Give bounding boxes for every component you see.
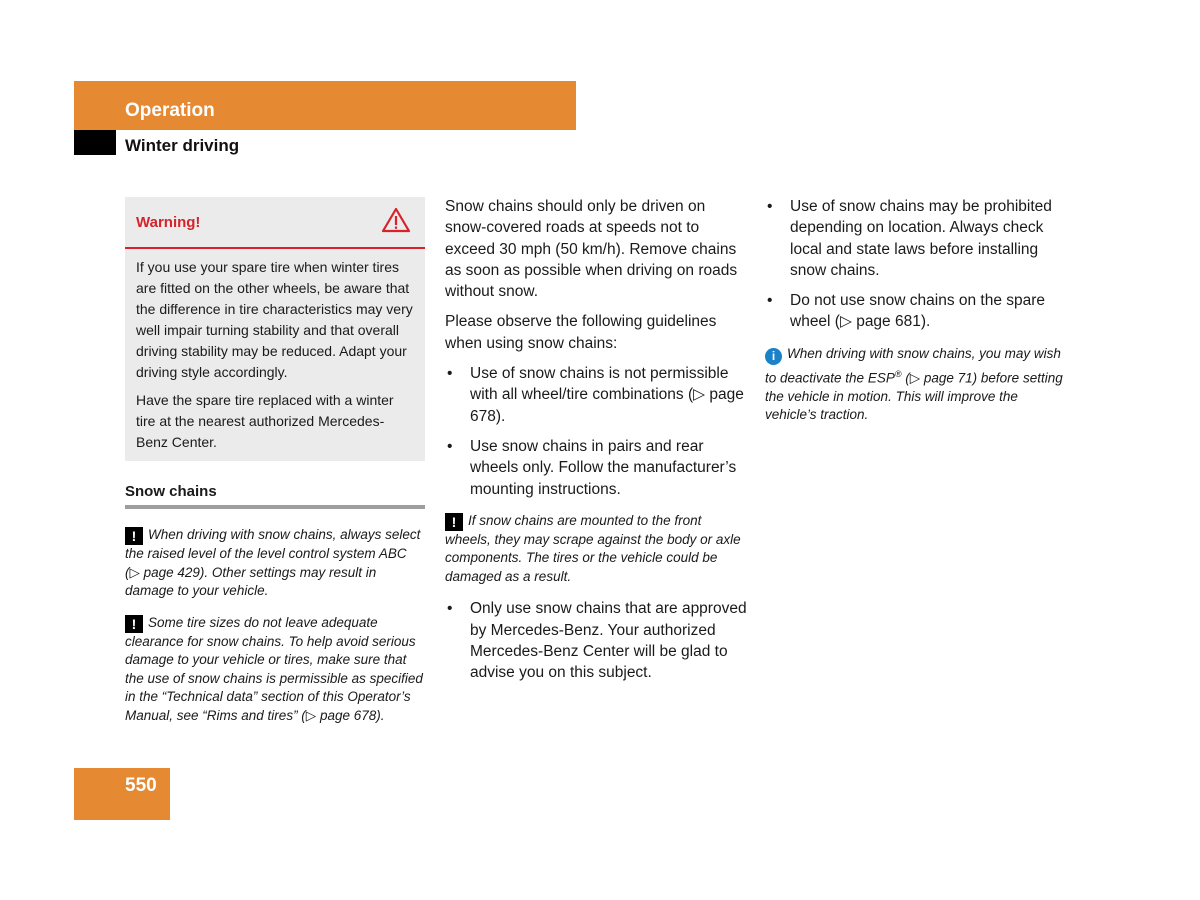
subsection-title: Winter driving (125, 136, 240, 155)
warning-paragraph: If you use your spare tire when winter tires are fitted on the other wheels, be aware that the difference in tire characteristics may very well impair turning stability and that overall driving stability may be reduced. Adapt your driving style accordingly. (136, 259, 413, 380)
middle-column (445, 196, 750, 693)
list-item: • Do not use snow chains on the spare wheel (▷ page 681). (765, 290, 1070, 333)
snow-chains-heading: Snow chains (125, 483, 425, 509)
warning-header (125, 197, 425, 249)
section-title: Operation (125, 100, 215, 121)
list-item: • Use snow chains in pairs and rear wheels only. Follow the manufacturer’s mounting instructions. (445, 436, 750, 500)
guideline-list (765, 196, 1070, 333)
warning-triangle-icon (381, 207, 411, 238)
header-marker-block (74, 130, 116, 155)
info-note: i When driving with snow chains, you may wish to deactivate the ESP® (▷ page 71) before setting the vehicle in motion. This will improve the vehicle’s traction. (765, 345, 1063, 423)
guideline-list (445, 363, 750, 500)
warning-title: Warning! (136, 213, 201, 231)
warning-paragraph: Have the spare tire replaced with a winter tire at the nearest authorized Mercedes-Benz Center. (136, 392, 394, 450)
body-paragraph: Snow chains should only be driven on snow-covered roads at speeds not to exceed 30 mph (50 km/h). Remove chains as soon as possible when driving on roads without snow. (445, 198, 738, 301)
exclamation-icon: ! (125, 527, 143, 545)
guideline-list (445, 598, 750, 683)
exclamation-icon: ! (445, 513, 463, 531)
page-number: 550 (125, 775, 157, 796)
list-item: • Use of snow chains is not permissible with all wheel/tire combinations (▷ page 678). (445, 363, 750, 427)
left-column (125, 197, 425, 725)
caution-note: ! When driving with snow chains, always select the raised level of the level control system ABC (▷ page 429). Other settings may result in damage to your vehicle. (125, 527, 421, 598)
list-item: • Use of snow chains may be prohibited depending on location. Always check local and state laws before installing snow chains. (765, 196, 1070, 281)
info-icon: i (765, 348, 782, 365)
warning-body (125, 249, 425, 461)
caution-note: ! If snow chains are mounted to the front wheels, they may scrape against the body or axle components. The tires or the vehicle could be damaged as a result. (445, 512, 741, 584)
body-paragraph: Please observe the following guidelines when using snow chains: (445, 313, 717, 352)
warning-box (125, 197, 425, 461)
list-item: • Only use snow chains that are approved by Mercedes-Benz. Your authorized Mercedes-Benz Center will be glad to advise you on this subject. (445, 598, 750, 683)
exclamation-icon: ! (125, 615, 143, 633)
right-column (765, 196, 1070, 425)
caution-note: ! Some tire sizes do not leave adequate clearance for snow chains. To help avoid serious damage to your vehicle or tires, make sure that the use of snow chains is permissible as specified in the “Technical data” section of this Operator’s Manual, see “Rims and tires” (▷ page 678). (125, 614, 423, 723)
